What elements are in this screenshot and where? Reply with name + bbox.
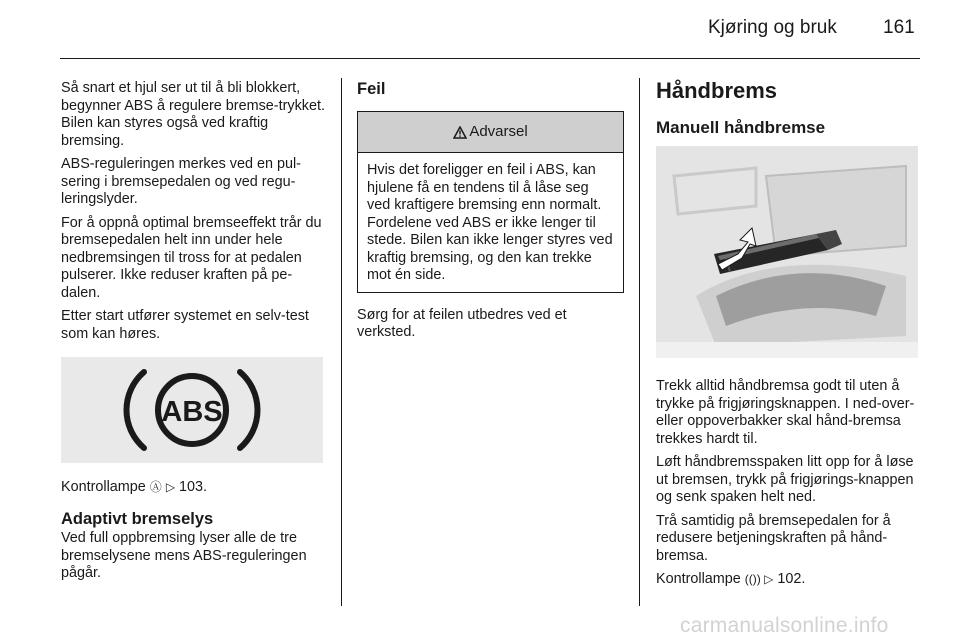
section-title: Adaptivt bremselys xyxy=(61,509,214,528)
brake-lamp-icon: (()) xyxy=(744,572,765,586)
handbrake-illustration xyxy=(656,146,918,358)
abs-label: ABS xyxy=(161,396,223,428)
kontrollampe-line: Kontrollampe Ⓐ ▷ 103. xyxy=(61,479,208,495)
column-divider-2 xyxy=(639,78,640,606)
abs-warning-figure xyxy=(61,357,323,463)
paragraph: Sørg for at feilen utbedres ved et verksted. xyxy=(357,306,567,340)
paragraph: ABS-reguleringen merkes ved en pul-sering i bremsepedalen og ved regu-leringslyder. xyxy=(61,156,301,207)
column-3 xyxy=(656,80,922,595)
header-title: Kjøring og bruk xyxy=(708,17,837,38)
paragraph: Etter start utfører systemet en selv-test som kan høres. xyxy=(61,308,309,342)
ref-arrow-icon: ▷ xyxy=(764,572,774,586)
warning-text: Hvis det foreligger en feil i ABS, kan hjulene få en tendens til å låse seg ved kraftigere bremsing enn normalt. Fordelene ved ABS er ikke lenger til stede. Bilen kan ikke lenger styres ved kraftig bremsing, og den kan trekke mot én side. xyxy=(367,162,613,283)
section-title: Håndbrems xyxy=(656,78,778,103)
column-2 xyxy=(357,80,624,348)
paragraph: For å oppnå optimal bremseeffekt trår du bremsepedalen helt inn under hele nedbremsingen til tross for at pedalen pulserer. Ikke reduser kraften på pe-dalen. xyxy=(61,214,322,301)
warning-title: Advarsel xyxy=(469,123,528,141)
watermark: carmanualsonline.info xyxy=(680,614,889,637)
paragraph: Ved full oppbremsing lyser alle de tre bremselysene mens ABS-reguleringen pågår. xyxy=(61,530,307,581)
ref-arrow-icon: ▷ xyxy=(165,480,176,494)
column-divider-1 xyxy=(341,78,342,606)
warning-header xyxy=(358,112,623,153)
warning-triangle-icon xyxy=(453,126,467,139)
column-1 xyxy=(61,80,325,589)
header-rule xyxy=(60,58,920,59)
paragraph: Løft håndbremsspaken litt opp for å løse ut bremsen, trykk på frigjørings-knappen og senk spaken helt ned. xyxy=(656,454,914,505)
abs-lamp-icon: Ⓐ xyxy=(149,480,162,494)
handbrake-figure xyxy=(656,146,918,358)
paragraph: Trekk alltid håndbremsa godt til uten å trykke på frigjøringsknappen. I ned-over- eller oppoverbakker skal hånd-bremsa trekkes hardt til. xyxy=(656,378,915,447)
section-subtitle: Manuell håndbremse xyxy=(656,118,826,137)
abs-warning-icon xyxy=(122,364,262,456)
kontrollampe-line: Kontrollampe (()) ▷ 102. xyxy=(656,571,806,587)
section-title: Feil xyxy=(357,80,386,98)
warning-box xyxy=(357,111,624,293)
page-number: 161 xyxy=(883,17,915,38)
paragraph: Trå samtidig på bremsepedalen for å redusere betjeningskraften på hånd-bremsa. xyxy=(656,512,891,564)
paragraph: Så snart et hjul ser ut til å bli blokkert, begynner ABS å regulere bremse-trykket. Bilen kan styres også ved kraftig bremsing. xyxy=(61,80,325,149)
